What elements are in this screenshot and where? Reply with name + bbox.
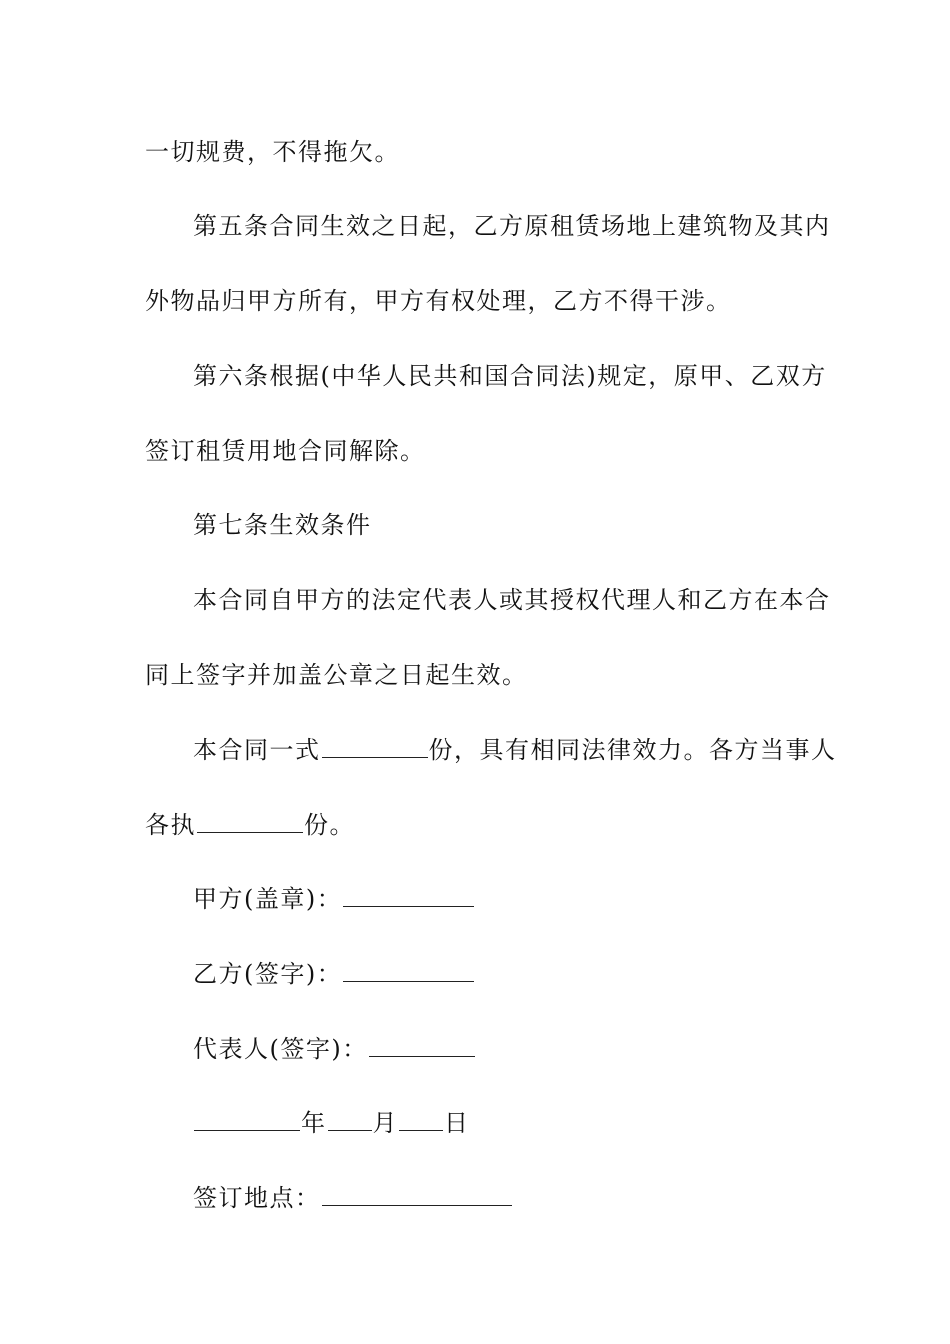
- party-a-blank[interactable]: [343, 886, 474, 907]
- year-label: 年: [301, 1109, 327, 1137]
- date-line: [193, 1108, 470, 1138]
- month-blank[interactable]: [328, 1110, 372, 1131]
- party-a-label: 甲方(盖章)：: [193, 885, 343, 913]
- party-b-label: 乙方(签字)：: [193, 960, 343, 988]
- representative-label: 代表人(签字)：: [193, 1035, 368, 1063]
- signing-place-label: 签订地点：: [193, 1184, 321, 1212]
- party-b-blank[interactable]: [343, 961, 474, 982]
- text: 份，具有相同法律效力。各方当事人: [428, 736, 837, 764]
- paragraph-line: 签订租赁用地合同解除。: [145, 437, 426, 465]
- party-b-signature-line: [193, 959, 475, 989]
- copies-blank[interactable]: [322, 737, 428, 758]
- representative-signature-line: [193, 1034, 476, 1064]
- each-copies-blank[interactable]: [197, 812, 303, 833]
- paragraph-line: 外物品归甲方所有，甲方有权处理，乙方不得干涉。: [145, 287, 732, 315]
- text: 各执: [145, 811, 196, 839]
- paragraph-line: 同上签字并加盖公章之日起生效。: [145, 661, 528, 689]
- year-blank[interactable]: [194, 1110, 300, 1131]
- paragraph-line: [193, 735, 837, 765]
- representative-blank[interactable]: [369, 1036, 475, 1057]
- text: 份。: [304, 811, 355, 839]
- party-a-signature-line: [193, 884, 475, 914]
- paragraph-line: [145, 810, 355, 840]
- paragraph-line: 第五条合同生效之日起，乙方原租赁场地上建筑物及其内: [193, 212, 831, 240]
- section-heading: 第七条生效条件: [193, 511, 372, 539]
- day-blank[interactable]: [399, 1110, 443, 1131]
- paragraph-line: 第六条根据(中华人民共和国合同法)规定，原甲、乙双方: [193, 362, 827, 390]
- day-label: 日: [444, 1109, 470, 1137]
- paragraph-line: 一切规费，不得拖欠。: [145, 138, 400, 166]
- paragraph-line: 本合同自甲方的法定代表人或其授权代理人和乙方在本合: [193, 586, 831, 614]
- month-label: 月: [372, 1109, 398, 1137]
- text: 本合同一式: [193, 736, 321, 764]
- signing-place-line: [193, 1183, 513, 1213]
- signing-place-blank[interactable]: [322, 1185, 512, 1206]
